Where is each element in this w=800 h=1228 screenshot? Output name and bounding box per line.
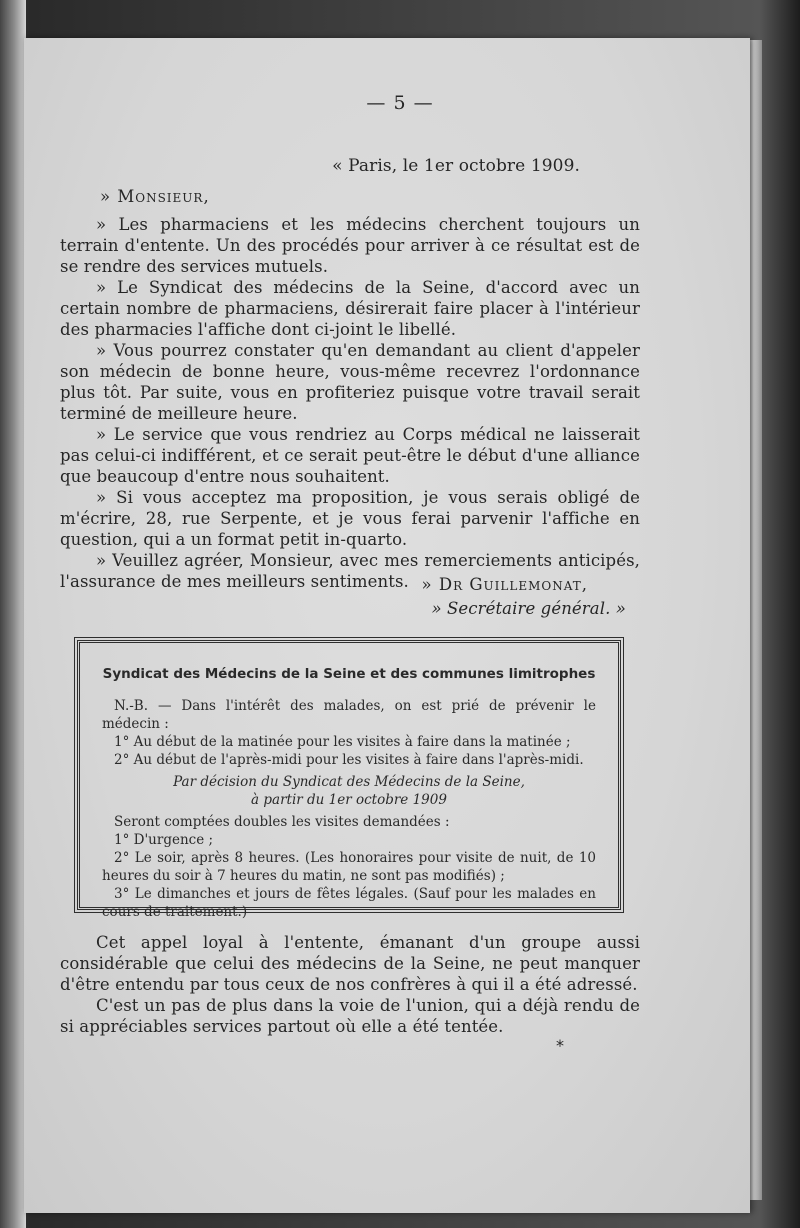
salutation-text: » Monsieur, [100, 187, 210, 206]
notice-double-intro: Seront comptées doubles les visites demandées : [114, 814, 450, 830]
notice-nb: N.-B. — Dans l'intérêt des malades, on est prié de prévenir le médecin : [102, 698, 596, 732]
notice-double-item: 3° Le dimanches et jours de fêtes légales. (Sauf pour les malades en cours de traitement.) [102, 886, 596, 920]
notice-decision-line: à partir du 1er octobre 1909 [251, 792, 447, 808]
letter-paragraph: » Vous pourrez constater qu'en demandant au client d'appeler son médecin de bonne heure, vous-même recevrez l'ordonnance plus tôt. Par suite, vous en profiteriez puisque votre travail serait terminé de meilleure heure. [60, 341, 640, 423]
letter-paragraph: » Le Syndicat des médecins de la Seine, d'accord avec un certain nombre de pharmaciens, désirerait faire placer à l'intérieur des pharmacies l'affiche dont ci-joint le libellé. [60, 278, 640, 339]
salutation [100, 186, 640, 207]
closing-text [60, 932, 640, 1037]
closing-paragraph: Cet appel loyal à l'entente, émanant d'un groupe aussi considérable que celui des médecins de la Seine, ne peut manquer d'être entendu par tous ceux de nos confrères à qui il a été adressé. [60, 933, 640, 994]
notice-decision-line: Par décision du Syndicat des Médecins de la Seine, [173, 774, 525, 790]
right-page-stack [748, 40, 762, 1200]
letter-paragraph: » Veuillez agréer, Monsieur, avec mes remerciements anticipés, l'assurance de mes meilleurs sentiments. [60, 551, 640, 591]
notice-nb-item: 2° Au début de l'après-midi pour les visites à faire dans l'après-midi. [114, 752, 584, 768]
signature-name-text: » Dr Guillemonat, [421, 575, 588, 594]
notice-double-item: 2° Le soir, après 8 heures. (Les honoraires pour visite de nuit, de 10 heures du soir à 7 heures du matin, ne sont pas modifiés) ; [102, 850, 596, 884]
letter-paragraph: » Le service que vous rendriez au Corps médical ne laisserait pas celui-ci indifférent, et ce serait peut-être le début d'une alliance que beaucoup d'entre nous souhaitent. [60, 425, 640, 486]
end-asterisk: * [556, 1036, 564, 1055]
notice-title: Syndicat des Médecins de la Seine et des communes limitrophes [102, 666, 596, 682]
poster-notice-box [77, 640, 621, 920]
page-number: — 5 — [366, 92, 434, 114]
letter-body [60, 214, 640, 592]
notice-nb-item: 1° Au début de la matinée pour les visites à faire dans la matinée ; [114, 734, 571, 750]
closing-paragraph: C'est un pas de plus dans la voie de l'union, qui a déjà rendu de si appréciables services partout où elle a été tentée. [60, 996, 640, 1036]
left-page-edge [0, 0, 26, 1228]
letter-paragraph: » Si vous acceptez ma proposition, je vous serais obligé de m'écrire, 28, rue Serpente, et je vous ferai parvenir l'affiche en question, qui a un format petit in-quarto. [60, 488, 640, 549]
signature-name [60, 574, 588, 595]
letter-paragraph: » Les pharmaciens et les médecins cherchent toujours un terrain d'entente. Un des procédés pour arriver à ce résultat est de se rendre des services mutuels. [60, 215, 640, 276]
notice-double-item: 1° D'urgence ; [114, 832, 214, 848]
dateline: « Paris, le 1er octobre 1909. [332, 156, 580, 176]
signature-title-text: » Secrétaire général. » [431, 599, 626, 618]
signature-title [60, 598, 626, 619]
